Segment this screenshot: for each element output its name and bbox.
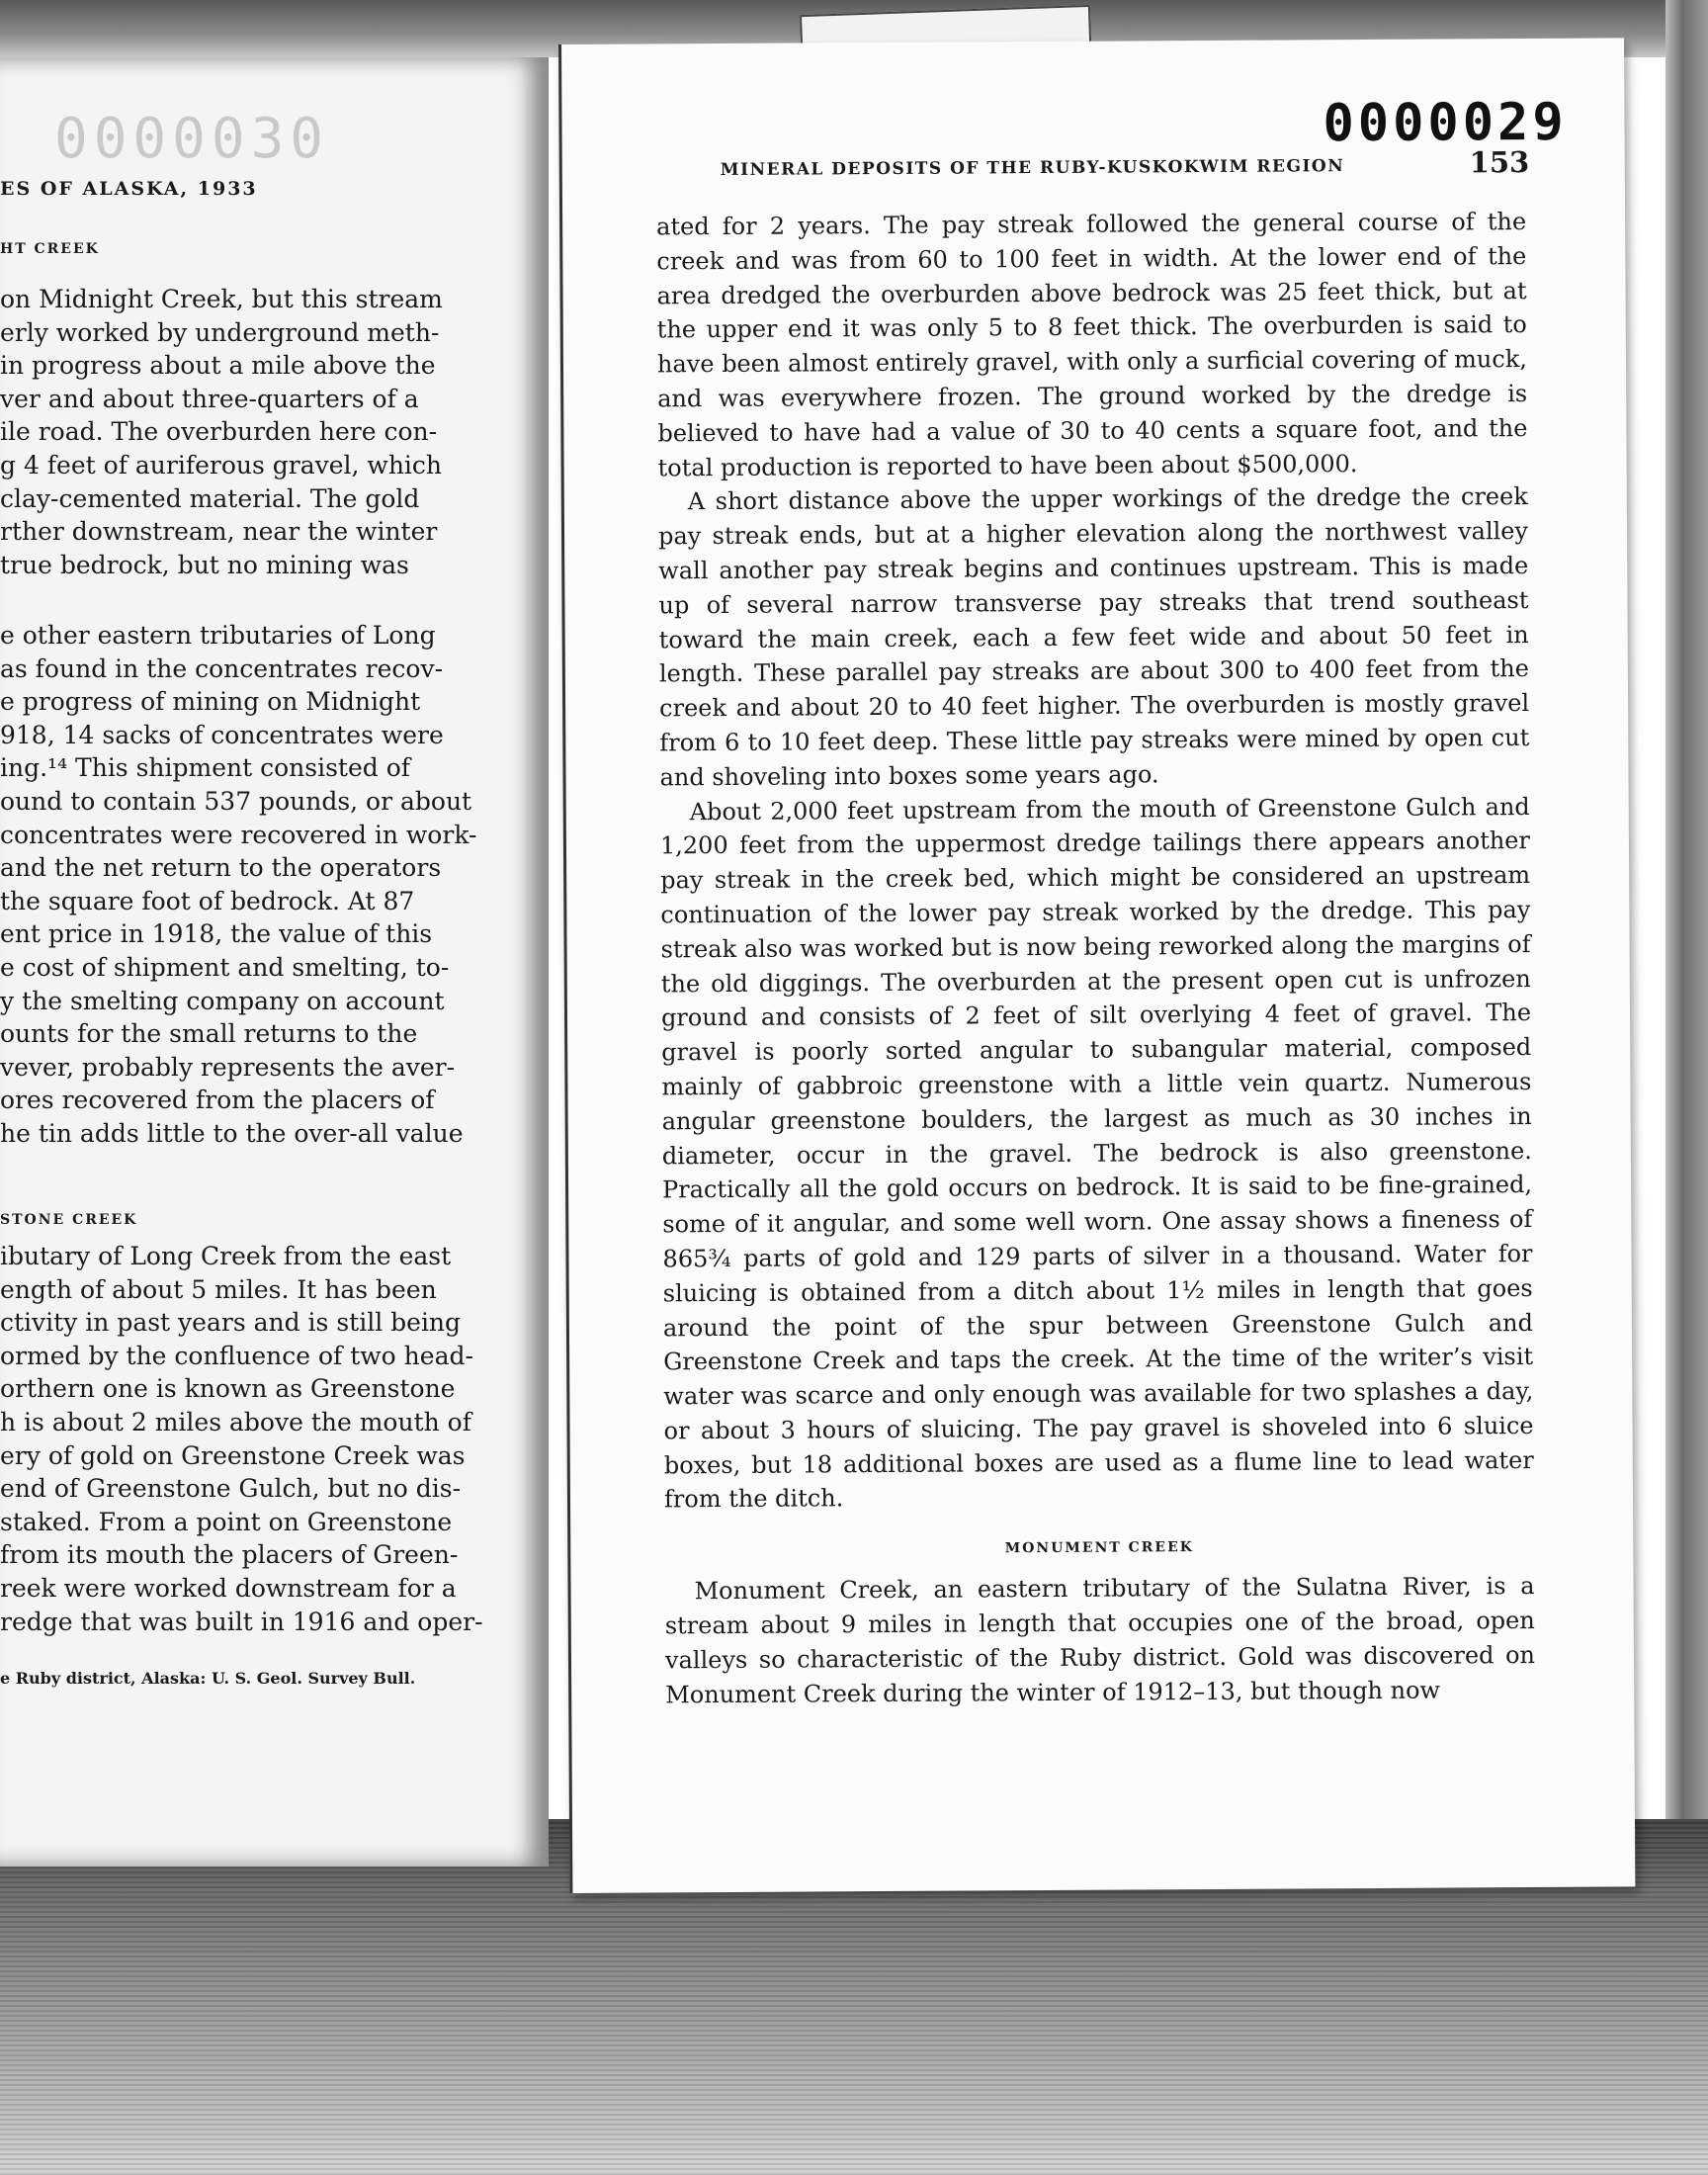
text-line: ctivity in past years and is still being bbox=[0, 1308, 462, 1338]
text-line: e other eastern tributaries of Long bbox=[0, 621, 436, 650]
text-line: ormed by the confluence of two head- bbox=[0, 1341, 473, 1370]
text-line: as found in the concentrates recov- bbox=[0, 653, 444, 683]
text-line: true bedrock, but no mining was bbox=[0, 550, 409, 579]
text-line: clay-cemented material. The gold bbox=[0, 483, 420, 513]
text-line: ores recovered from the placers of bbox=[0, 1086, 435, 1115]
text-line: and the net return to the operators bbox=[0, 853, 442, 883]
left-section-heading: STONE CREEK bbox=[0, 1212, 138, 1228]
text-line: in progress about a mile above the bbox=[0, 351, 436, 381]
text-line: on Midnight Creek, but this stream bbox=[0, 285, 443, 313]
text-line: orthern one is known as Greenstone bbox=[0, 1374, 456, 1404]
text-line: 918, 14 sacks of concentrates were bbox=[0, 720, 444, 749]
left-ghost-stamp: 0000030 bbox=[54, 107, 330, 171]
paragraph: A short distance above the upper workings of the dredge the creek pay streak ends, but at a higher elevation along the northwest valley wall another pay streak begins and continues upstream. This is made up of several narrow transverse pay streaks that trend southeast toward the main creek, each a few feet wide and about 50 feet in length. These parallel pay streaks are about 300 to 400 feet from the creek and about 20 to 40 feet higher. The overburden is mostly gravel from 6 to 10 feet deep. These little pay streaks were mined by open cut and shoveling into boxes some years ago. bbox=[657, 482, 1530, 792]
text-line: staked. From a point on Greenstone bbox=[0, 1507, 453, 1536]
text-line: ent price in 1918, the value of this bbox=[0, 919, 433, 949]
page-body bbox=[656, 205, 1535, 1712]
paragraph: ated for 2 years. The pay streak followed the general course of the creek and was from 60 to 100 feet in width. At the lower end of the area dredged the overburden above bedrock was 25 feet thick, but at the upper end it was only 5 to 8 feet thick. The overburden is said to have been almost entirely gravel, with only a surficial covering of muck, and was everywhere frozen. The ground worked by the dredge is believed to have had a value of 30 to 40 cents a square foot, and the total production is reported to have been about $500,000. bbox=[656, 208, 1528, 481]
text-line: e cost of shipment and smelting, to- bbox=[0, 952, 450, 982]
right-page bbox=[558, 38, 1635, 1893]
text-line: ound to contain 537 pounds, or about bbox=[0, 786, 472, 816]
text-line: e progress of mining on Midnight bbox=[0, 687, 421, 717]
text-line: rther downstream, near the winter bbox=[0, 517, 438, 547]
text-line: the square foot of bedrock. At 87 bbox=[0, 886, 415, 915]
left-footnote: e Ruby district, Alaska: U. S. Geol. Survey Bull. bbox=[0, 1669, 416, 1688]
document-stamp-number: 0000029 bbox=[1323, 92, 1568, 154]
paragraph: About 2,000 feet upstream from the mouth of Greenstone Gulch and 1,200 feet from the uppermost dredge tailings there appears another pay streak in the creek bed, which might be considered an upstream continuation of the lower pay streak worked by the dredge. This pay streak also was worked but is now being reworked along the margins of the old diggings. The overburden at the present open cut is unfrozen ground and consists of 2 feet of silt overlying 4 feet of gravel. The gravel is poorly sorted angular to subangular material, composed mainly of gabbroic greenstone with a little vein quartz. Numerous angular greenstone boulders, the largest as much as 30 inches in diameter, occur in the gravel. The bedrock is also greenstone. Practically all the gold occurs on bedrock. It is said to be fine-grained, some of it angular, and some well worn. One assay shows a fineness of 865¾ parts of gold and 129 parts of silver in a thousand. Water for sluicing is obtained from a ditch about 1½ miles in length that goes around the point of the spur between Greenstone Gulch and Greenstone Creek and taps the creek. At the time of the writer’s visit water was scarce and only enough was available for two splashes a day, or about 3 hours of sluicing. The pay gravel is shoveled into 6 sluice boxes, but 18 additional boxes are used as a flume line to lead water from the ditch. bbox=[659, 792, 1534, 1514]
text-line: erly worked by underground meth- bbox=[0, 317, 440, 347]
paragraph: Monument Creek, an eastern tributary of the Sulatna River, is a stream about 9 miles in length that occupies one of the broad, open valleys so characteristic of the Ruby district. Gold was discovered on Monument Creek during the winter of 1912–13, but though now bbox=[664, 1572, 1536, 1709]
text-line: ength of about 5 miles. It has been bbox=[0, 1274, 437, 1304]
text-line: vever, probably represents the aver- bbox=[0, 1052, 456, 1082]
left-text-block bbox=[0, 1240, 483, 1638]
text-line: from its mouth the placers of Green- bbox=[0, 1540, 459, 1570]
text-line: ing.¹⁴ This shipment consisted of bbox=[0, 753, 411, 783]
text-line: he tin adds little to the over-all value bbox=[0, 1118, 464, 1148]
text-line: concentrates were recovered in work- bbox=[0, 820, 477, 849]
text-line: ver and about three-quarters of a bbox=[0, 384, 419, 413]
text-line: end of Greenstone Gulch, but no dis- bbox=[0, 1474, 462, 1504]
section-heading: MONUMENT CREEK bbox=[1004, 1539, 1194, 1557]
left-running-head: ES OF ALASKA, 1933 bbox=[0, 178, 258, 200]
text-line: g 4 feet of auriferous gravel, which bbox=[0, 450, 443, 479]
text-line: reek were worked downstream for a bbox=[0, 1573, 457, 1603]
text-line: redge that was built in 1916 and oper- bbox=[0, 1607, 483, 1636]
text-line: ery of gold on Greenstone Creek was bbox=[0, 1440, 466, 1470]
left-text-block bbox=[0, 619, 476, 1151]
running-head: MINERAL DEPOSITS OF THE RUBY-KUSKOKWIM REGION bbox=[720, 156, 1345, 181]
left-page bbox=[0, 57, 549, 1867]
text-line: ibutary of Long Creek from the east bbox=[0, 1242, 452, 1270]
text-line: ounts for the small returns to the bbox=[0, 1019, 418, 1049]
text-line: h is about 2 miles above the mouth of bbox=[0, 1407, 471, 1436]
left-section-heading: HT CREEK bbox=[0, 241, 100, 257]
text-line: ile road. The overburden here con- bbox=[0, 417, 438, 447]
left-text-block bbox=[0, 283, 443, 581]
text-line: y the smelting company on account bbox=[0, 986, 445, 1015]
page-number: 153 bbox=[1469, 145, 1530, 180]
